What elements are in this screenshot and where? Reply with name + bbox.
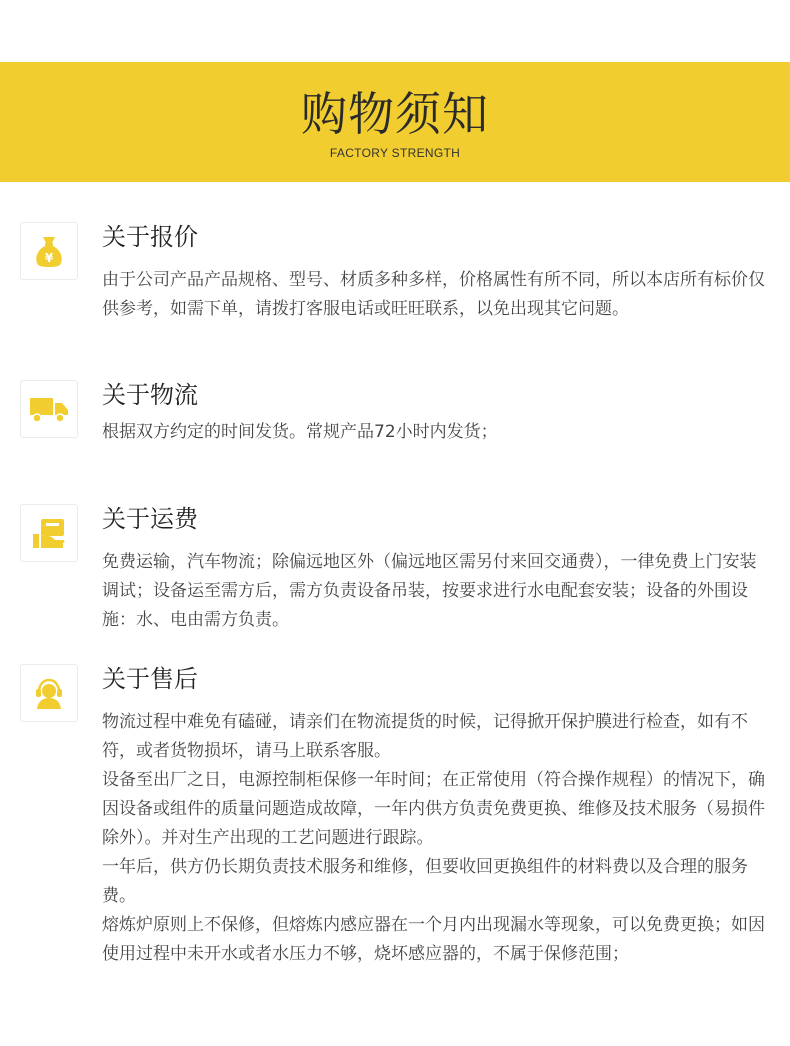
section-title: 关于物流: [102, 381, 198, 409]
section-paragraph: 物流过程中难免有磕碰，请亲们在物流提货的时候，记得掀开保护膜进行检查，如有不符，或者货物损坏，请马上联系客服。: [102, 712, 748, 761]
section-title: 关于报价: [102, 223, 198, 251]
section-icon-box: [20, 222, 78, 280]
section-body: [102, 418, 766, 447]
section-title: 关于运费: [102, 505, 198, 533]
section-paragraph: 设备至出厂之日，电源控制柜保修一年时间；在正常使用（符合操作规程）的情况下，确因设备或组件的质量问题造成故障，一年内供方负责免费更换、维修及技术服务（易损件除外）。并对生产出现的工艺问题进行跟踪。: [102, 770, 765, 848]
section-paragraph: 免费运输，汽车物流；除偏远地区外（偏远地区需另付来回交通费），一律免费上门安装调试；设备运至需方后，需方负责设备吊装，按要求进行水电配套安装；设备的外围设施：水、电由需方负责。: [102, 552, 757, 630]
section-body: [102, 266, 766, 324]
header-banner: [0, 62, 790, 182]
headset-service-icon: [32, 676, 66, 710]
section-title: 关于售后: [102, 665, 198, 693]
money-bag-icon: [32, 234, 66, 268]
section-body: [102, 548, 766, 635]
section-icon-box: [20, 664, 78, 722]
page-subtitle: FACTORY STRENGTH: [329, 146, 461, 160]
hand-card-icon: [31, 516, 67, 550]
section-icon-box: [20, 380, 78, 438]
section-paragraph: 由于公司产品产品规格、型号、材质多种多样，价格属性有所不同，所以本店所有标价仅供参考，如需下单，请拨打客服电话或旺旺联系，以免出现其它问题。: [102, 270, 765, 319]
section-icon-box: [20, 504, 78, 562]
svg-text:¥: ¥: [44, 251, 54, 265]
section-paragraph: 根据双方约定的时间发货。常规产品72小时内发货；: [102, 422, 498, 442]
section-body: [102, 708, 766, 969]
section-paragraph: 熔炼炉原则上不保修，但熔炼内感应器在一个月内出现漏水等现象，可以免费更换；如因使用过程中未开水或者水压力不够，烧坏感应器的，不属于保修范围；: [102, 915, 765, 964]
truck-icon: [29, 394, 69, 424]
section-paragraph: 一年后，供方仍长期负责技术服务和维修，但要收回更换组件的材料费以及合理的服务费。: [102, 857, 748, 906]
page-title: 购物须知: [301, 87, 489, 141]
